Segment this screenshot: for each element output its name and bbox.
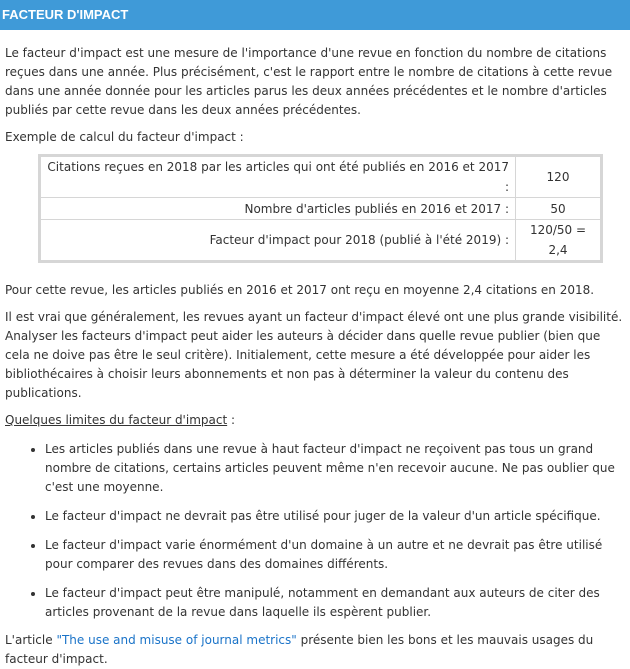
closing-after: présente bien les bons et les mauvais usages du facteur d'impact. <box>5 633 594 666</box>
row-label: Citations reçues en 2018 par les articles qui ont été publiés en 2016 et 2017 : <box>41 157 516 198</box>
row-label: Facteur d'impact pour 2018 (publié à l'été 2019) : <box>41 220 516 260</box>
article-link[interactable]: "The use and misuse of journal metrics" <box>56 633 297 647</box>
row-value: 120/50 = 2,4 <box>529 223 587 257</box>
limits-heading <box>5 411 623 430</box>
limits-title: Quelques limites du facteur d'impact <box>5 413 228 427</box>
average-sentence: Pour cette revue, les articles publiés en 2016 et 2017 ont reçu en moyenne 2,4 citations en 2018. <box>5 283 595 297</box>
closing-paragraph <box>5 631 623 669</box>
example-label: Exemple de calcul du facteur d'impact : <box>5 130 244 144</box>
row-value: 120 <box>516 157 600 198</box>
section-title: FACTEUR D'IMPACT <box>2 7 129 22</box>
table-row <box>41 220 600 260</box>
section-header <box>0 0 630 30</box>
list-item: • Les articles publiés dans une revue à haut facteur d'impact ne reçoivent pas tous un grand nombre de citations, certains articles peuvent même n'en recevoir aucune. Ne pas oublier que c'est une moyenne. <box>45 440 623 497</box>
limits-list <box>5 440 623 622</box>
closing-before: L'article <box>5 633 57 647</box>
list-item: • Le facteur d'impact peut être manipulé, notamment en demandant aux auteurs de citer des articles provenant de la revue dans laquelle ils espèrent publier. <box>45 584 623 622</box>
table-row <box>41 198 600 220</box>
visibility-paragraph: Il est vrai que généralement, les revues ayant un facteur d'impact élevé ont une plus grande visibilité. Analyser les facteurs d'impact peut aider les auteurs à décider dans quelle revue publier (bien que cela ne doive pas être le seul critère). Initialement, cette mesure a été développée pour aider les bibliothécaires à choisir leurs abonnements et non pas à déterminer la valeur du contenu des publications. <box>5 310 623 400</box>
list-item: • Le facteur d'impact varie énormément d'un domaine à un autre et ne devrait pas être utilisé pour comparer des revues dans des domaines différents. <box>45 536 623 574</box>
row-value: 50 <box>516 198 600 220</box>
calculation-table <box>38 154 603 263</box>
main-content <box>5 44 623 669</box>
row-label: Nombre d'articles publiés en 2016 et 2017 : <box>41 198 516 220</box>
limits-colon: : <box>227 413 236 427</box>
table-row <box>41 157 600 198</box>
list-item: • Le facteur d'impact ne devrait pas être utilisé pour juger de la valeur d'un article spécifique. <box>45 507 623 526</box>
intro-paragraph: Le facteur d'impact est une mesure de l'importance d'une revue en fonction du nombre de citations reçues dans une année. Plus précisément, c'est le rapport entre le nombre de citations à cette revue dans une année donnée pour les articles parus les deux années précédentes et le nombre d'articles publiés par cette revue dans les deux années précédentes. <box>5 46 613 117</box>
